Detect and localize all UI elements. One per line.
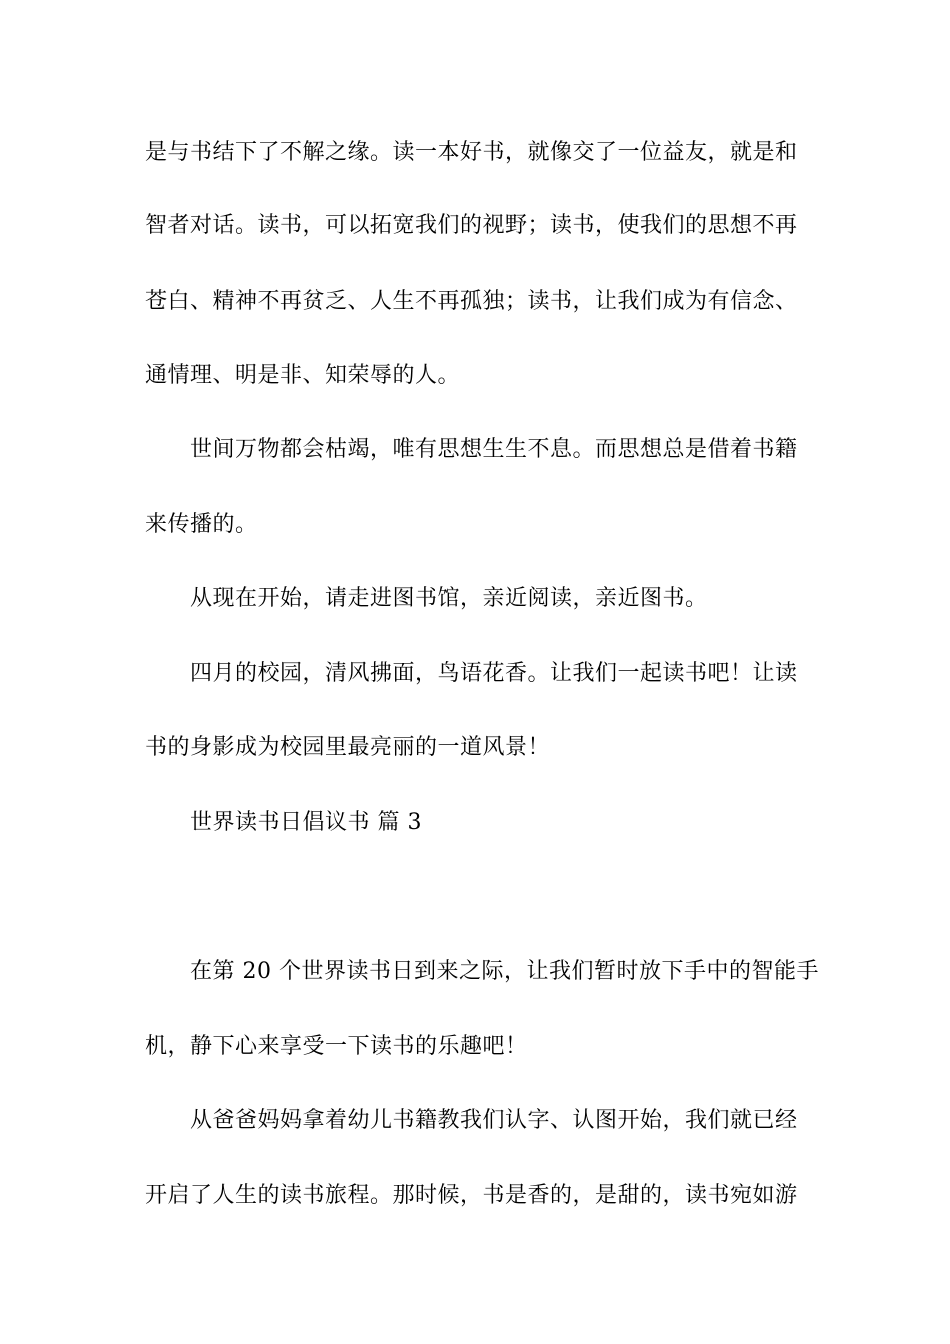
paragraph-line: 在第 20 个世界读书日到来之际，让我们暂时放下手中的智能手: [190, 959, 819, 984]
paragraph-line: 通情理、明是非、知荣辱的人。: [145, 363, 461, 388]
paragraph-line: 从爸爸妈妈拿着幼儿书籍教我们认字、认图开始，我们就已经: [190, 1108, 798, 1133]
paragraph-line: 开启了人生的读书旅程。那时候，书是香的，是甜的，读书宛如游: [145, 1183, 798, 1208]
paragraph-line: 是与书结下了不解之缘。读一本好书，就像交了一位益友，就是和: [145, 140, 798, 165]
paragraph-line: 来传播的。: [145, 512, 258, 537]
paragraph-line: 书的身影成为校园里最亮丽的一道风景！: [145, 735, 551, 760]
paragraph-line: 智者对话。读书，可以拓宽我们的视野；读书，使我们的思想不再: [145, 213, 798, 238]
paragraph-line: 苍白、精神不再贫乏、人生不再孤独；读书，让我们成为有信念、: [145, 289, 798, 314]
paragraph-line: 四月的校园，清风拂面，鸟语花香。让我们一起读书吧！让读: [190, 661, 798, 686]
paragraph-line: 世间万物都会枯竭，唯有思想生生不息。而思想总是借着书籍: [190, 437, 798, 462]
paragraph-line: 从现在开始，请走进图书馆，亲近阅读，亲近图书。: [190, 586, 708, 611]
paragraph-line: 机，静下心来享受一下读书的乐趣吧！: [145, 1034, 528, 1059]
section-heading: 世界读书日倡议书 篇 3: [190, 810, 422, 835]
